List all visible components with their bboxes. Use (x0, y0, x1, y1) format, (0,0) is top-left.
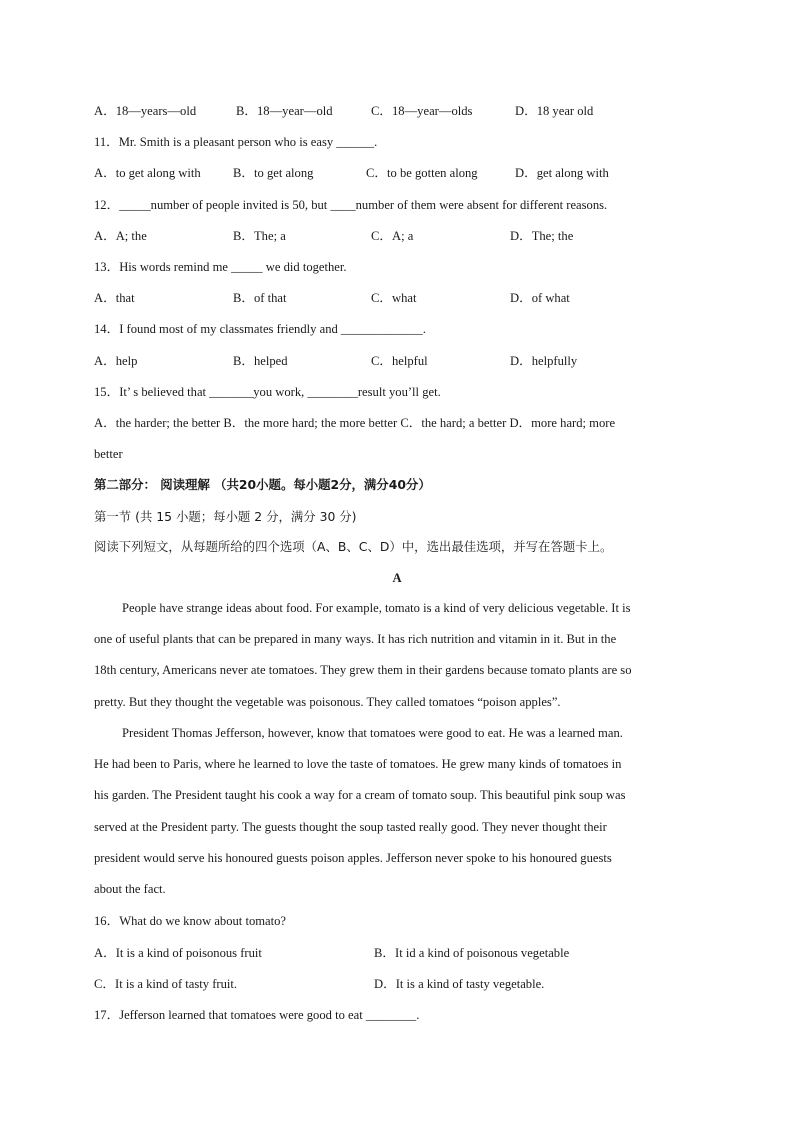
q12-option-c: C．A; a (371, 229, 414, 243)
passage-line: one of useful plants that can be prepared in many ways. It has rich nutrition and vitamin in it. But in the (94, 632, 617, 647)
q11-option-c: C．to be gotten along (366, 166, 478, 180)
q10-option-b: B．18—year—old (236, 104, 333, 118)
passage-line: pretty. But they thought the vegetable was poisonous. They called tomatoes “poison apples”. (94, 694, 561, 709)
q16-option-b: B．It id a kind of poisonous vegetable (374, 946, 570, 960)
q12-option-d: D．The; the (510, 229, 574, 243)
q14-option-c: C．helpful (371, 354, 428, 368)
q12-option-a: A．A; the (94, 229, 147, 243)
q13-option-b: B．of that (233, 291, 287, 305)
q13-option-d: D．of what (510, 291, 570, 305)
passage-line (94, 593, 700, 624)
q15-stem: 15．It’ s believed that _______you work, ________result you’ll get. (94, 385, 441, 399)
q11-option-a: A．to get along with (94, 166, 201, 180)
part2-heading: 第二部分： 阅读理解 （共20小题。每小题2分，满分40分） (94, 477, 431, 492)
q10-option-c: C．18—year—olds (371, 104, 473, 118)
passage-paragraph-2 (94, 718, 700, 905)
q11-option-d: D．get along with (515, 166, 609, 180)
q16-stem: 16．What do we know about tomato? (94, 914, 287, 928)
passage-line (94, 718, 700, 749)
q10-option-d: D．18 year old (515, 104, 594, 118)
q11-stem: 11．Mr. Smith is a pleasant person who is easy ______. (94, 135, 378, 149)
q13-stem: 13．His words remind me _____ we did together. (94, 260, 347, 274)
passage-line: president would serve his honoured guests poison apples. Jefferson never spoke to his honoured guests (94, 850, 612, 865)
passage-line: about the fact. (94, 882, 166, 897)
passage-title: A (392, 571, 402, 585)
q16-option-d: D．It is a kind of tasty vegetable. (374, 977, 545, 991)
q17-stem: 17．Jefferson learned that tomatoes were good to eat ________. (94, 1008, 420, 1022)
q12-stem: 12．_____number of people invited is 50, but ____number of them were absent for different reasons. (94, 198, 608, 212)
passage-paragraph-1 (94, 593, 700, 718)
q10-option-a: A．18—years—old (94, 104, 197, 118)
q13-option-a: A．that (94, 291, 135, 305)
passage-line-text: People have strange ideas about food. For example, tomato is a kind of very delicious vegetable. It is (122, 601, 631, 615)
q15-options-wrap: better (94, 447, 123, 461)
passage-line: served at the President party. The guests thought the soup tasted really good. They never thought their (94, 819, 607, 834)
q14-stem: 14．I found most of my classmates friendly and _____________. (94, 322, 426, 336)
passage-line: He had been to Paris, where he learned to love the taste of tomatoes. He grew many kinds of tomatoes in (94, 757, 622, 772)
section1-heading: 第一节 (共 15 小题；每小题 2 分，满分 30 分) (94, 509, 357, 524)
q13-option-c: C．what (371, 291, 417, 305)
q14-option-d: D．helpfully (510, 354, 578, 368)
q12-option-b: B．The; a (233, 229, 286, 243)
q16-option-c: C．It is a kind of tasty fruit. (94, 977, 238, 991)
reading-instruction: 阅读下列短文，从每题所给的四个选项（A、B、C、D）中，选出最佳选项，并写在答题卡上。 (94, 539, 613, 554)
q11-option-b: B．to get along (233, 166, 314, 180)
passage-line-text: President Thomas Jefferson, however, know that tomatoes were good to eat. He was a learned man. (122, 726, 623, 740)
passage-line: his garden. The President taught his cook a way for a cream of tomato soup. This beautiful pink soup was (94, 788, 626, 803)
q15-options: A．the harder; the better B．the more hard; the more better C．the hard; a better D．more hard; more (94, 416, 616, 430)
q14-option-b: B．helped (233, 354, 288, 368)
q14-option-a: A．help (94, 354, 138, 368)
q16-option-a: A．It is a kind of poisonous fruit (94, 946, 262, 960)
passage-line: 18th century, Americans never ate tomatoes. They grew them in their gardens because tomato plants are so (94, 663, 632, 678)
